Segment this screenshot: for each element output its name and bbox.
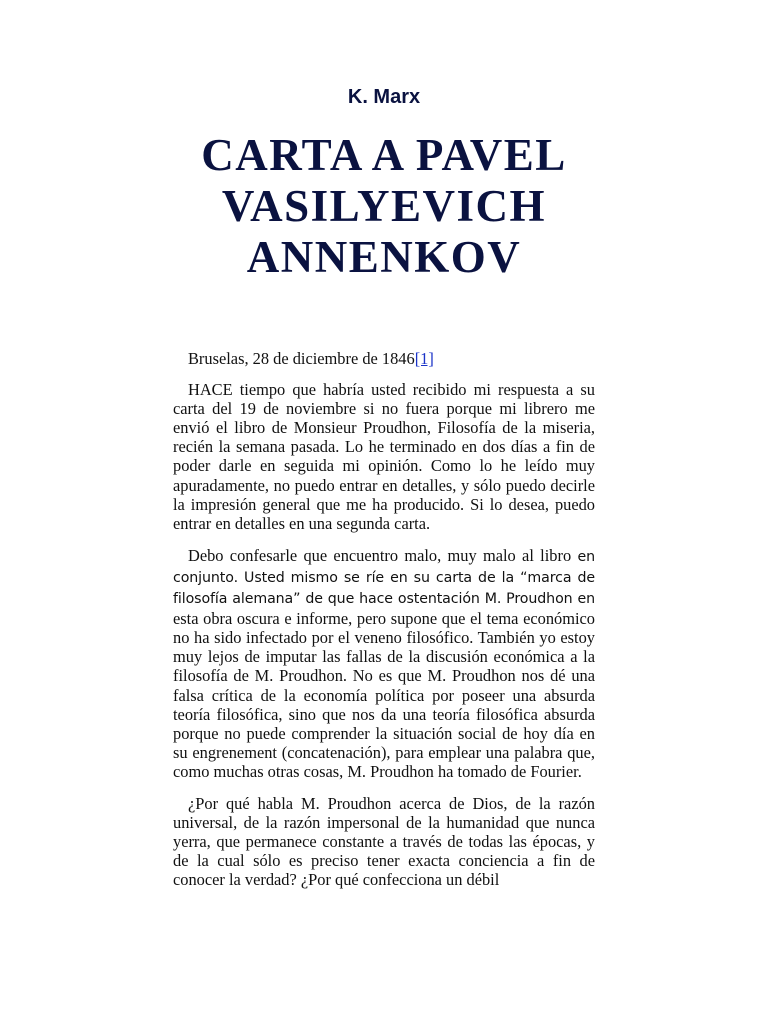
paragraph-2-part-3: esta obra oscura e informe, pero supone que el tema económico no ha sido infectado por el veneno filosófico. También yo estoy muy lejos de imputar las fallas de la discusión económica a la filosofía de M. Proudhon. No es que M. Proudhon nos dé una falsa crítica de la economía política por poseer una absurda teoría filosófica, sino que nos da una teoría filosófica absurda porque no puede comprender la situación social de hoy día en su engrenement (concatenación), para emplear una palabra que, como muchas otras cosas, M. Proudhon ha tomado de Fourier.	[173, 609, 595, 781]
document-title: CARTA A PAVEL VASILYEVICH ANNENKOV	[201, 130, 567, 282]
dateline	[173, 349, 595, 368]
paragraph-2-part-2: en conjunto. Usted mismo se ríe en su carta de la “marca de filosofía alemana” de que hace ostentación M. Proudhon en	[173, 548, 595, 608]
footnote-link-1[interactable]: [1]	[414, 349, 434, 368]
letter-body	[173, 349, 595, 902]
dateline-text: Bruselas, 28 de diciembre de 1846	[188, 349, 415, 368]
paragraph-2	[173, 546, 595, 781]
paragraph-1: HACE tiempo que habría usted recibido mi respuesta a su carta del 19 de noviembre si no fuera porque mi librero me envió el libro de Monsieur Proudhon, Filosofía de la miseria, recién la semana pasada. Lo he terminado en dos días a fin de poder darle en seguida mi opinión. Como lo he leído muy apuradamente, no puedo entrar en detalles, y sólo puedo decirle la impresión general que me ha producido. Si lo desea, puedo entrar en detalles en una segunda carta.	[173, 380, 595, 533]
paragraph-2-part-1: Debo confesarle que encuentro malo, muy malo al libro	[188, 545, 572, 565]
author-name: K. Marx	[347, 86, 421, 108]
paragraph-3: ¿Por qué habla M. Proudhon acerca de Dios, de la razón universal, de la razón impersonal de la humanidad que nunca yerra, que permanece constante a través de todas las épocas, y de la cual sólo es preciso tener exacta conciencia a fin de conocer la verdad? ¿Por qué confecciona un débil	[173, 793, 595, 890]
